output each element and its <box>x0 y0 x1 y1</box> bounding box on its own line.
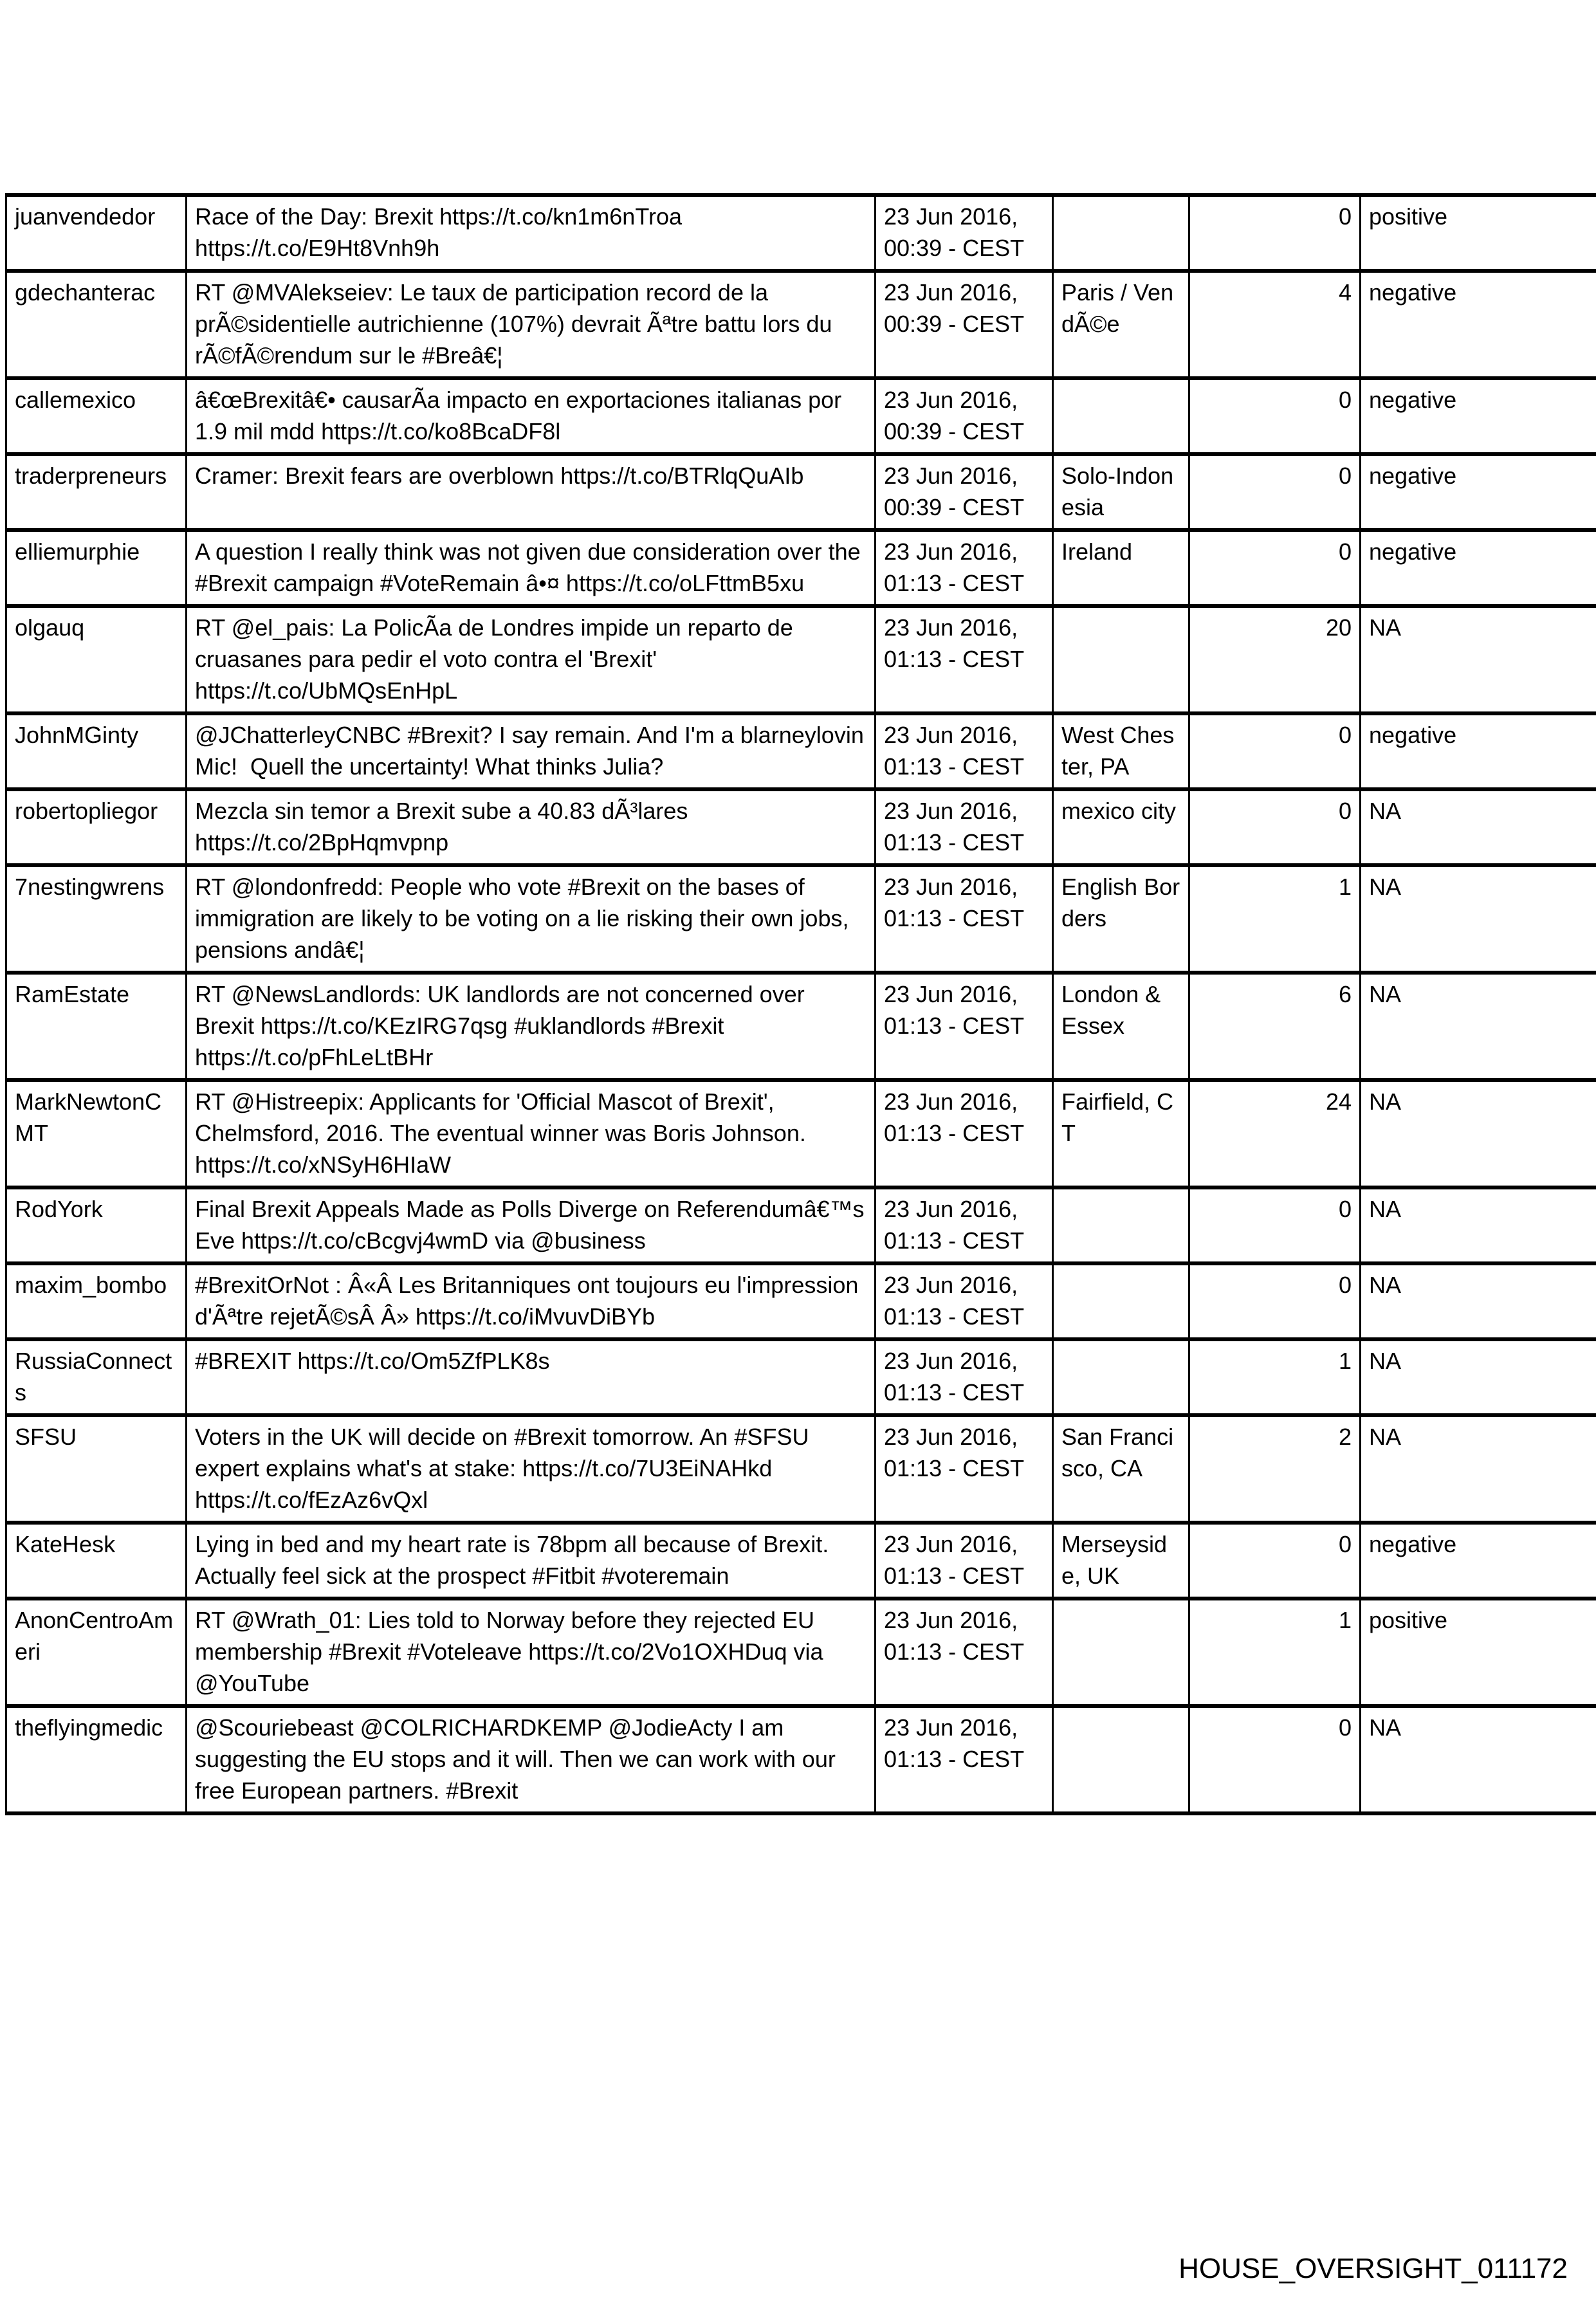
cell-location <box>1053 1706 1189 1813</box>
cell-sentiment: NA <box>1361 1706 1596 1813</box>
cell-datetime: 23 Jun 2016, 00:39 - CEST <box>876 271 1053 378</box>
cell-username: MarkNewtonCMT <box>6 1080 187 1187</box>
table-row <box>6 454 1596 530</box>
cell-tweet: @JChatterleyCNBC #Brexit? I say remain. And I'm a blarneylovin Mic! Quell the uncertainty! What thinks Julia? <box>187 713 876 789</box>
cell-tweet: Cramer: Brexit fears are overblown https://t.co/BTRlqQuAIb <box>187 454 876 530</box>
cell-sentiment: negative <box>1361 378 1596 454</box>
cell-retweet-count: 0 <box>1189 1263 1361 1339</box>
cell-location: West Chester, PA <box>1053 713 1189 789</box>
table-row <box>6 1263 1596 1339</box>
cell-sentiment: NA <box>1361 1263 1596 1339</box>
cell-username: 7nestingwrens <box>6 865 187 973</box>
table-row <box>6 1599 1596 1706</box>
cell-datetime: 23 Jun 2016, 01:13 - CEST <box>876 713 1053 789</box>
table-row <box>6 1706 1596 1813</box>
cell-datetime: 23 Jun 2016, 01:13 - CEST <box>876 1187 1053 1263</box>
cell-retweet-count: 0 <box>1189 454 1361 530</box>
table-row <box>6 789 1596 865</box>
cell-location: Paris / VendÃ©e <box>1053 271 1189 378</box>
cell-username: robertopliegor <box>6 789 187 865</box>
cell-tweet: #BrexitOrNot : Â«Â Les Britanniques ont toujours eu l'impression d'Ãªtre rejetÃ©sÂ Â» https://t.co/iMvuvDiBYb <box>187 1263 876 1339</box>
table-row <box>6 1339 1596 1415</box>
cell-retweet-count: 1 <box>1189 865 1361 973</box>
table-row <box>6 271 1596 378</box>
cell-sentiment: negative <box>1361 530 1596 606</box>
cell-retweet-count: 0 <box>1189 1706 1361 1813</box>
cell-location <box>1053 378 1189 454</box>
cell-username: JohnMGinty <box>6 713 187 789</box>
cell-location: Fairfield, CT <box>1053 1080 1189 1187</box>
cell-tweet: Race of the Day: Brexit https://t.co/kn1m6nTroa https://t.co/E9Ht8Vnh9h <box>187 195 876 271</box>
table-row <box>6 378 1596 454</box>
cell-tweet: Final Brexit Appeals Made as Polls Diverge on Referendumâ€™s Eve https://t.co/cBcgvj4wmD via @business <box>187 1187 876 1263</box>
tweet-table-body <box>6 195 1596 1813</box>
cell-retweet-count: 0 <box>1189 378 1361 454</box>
cell-location: English Borders <box>1053 865 1189 973</box>
cell-datetime: 23 Jun 2016, 01:13 - CEST <box>876 789 1053 865</box>
cell-username: callemexico <box>6 378 187 454</box>
cell-datetime: 23 Jun 2016, 01:13 - CEST <box>876 1080 1053 1187</box>
cell-retweet-count: 1 <box>1189 1339 1361 1415</box>
cell-tweet: RT @MVAlekseiev: Le taux de participation record de la prÃ©sidentielle autrichienne (107%) devrait Ãªtre battu lors du rÃ©fÃ©rendum sur le #Breâ€¦ <box>187 271 876 378</box>
cell-location <box>1053 195 1189 271</box>
cell-location: mexico city <box>1053 789 1189 865</box>
cell-location: London & Essex <box>1053 973 1189 1080</box>
cell-username: RussiaConnects <box>6 1339 187 1415</box>
cell-sentiment: NA <box>1361 973 1596 1080</box>
cell-datetime: 23 Jun 2016, 01:13 - CEST <box>876 865 1053 973</box>
cell-sentiment: positive <box>1361 1599 1596 1706</box>
table-row <box>6 1187 1596 1263</box>
table-row <box>6 865 1596 973</box>
cell-sentiment: negative <box>1361 454 1596 530</box>
cell-datetime: 23 Jun 2016, 01:13 - CEST <box>876 1263 1053 1339</box>
cell-retweet-count: 4 <box>1189 271 1361 378</box>
cell-datetime: 23 Jun 2016, 01:13 - CEST <box>876 1523 1053 1599</box>
cell-datetime: 23 Jun 2016, 00:39 - CEST <box>876 454 1053 530</box>
cell-sentiment: NA <box>1361 1080 1596 1187</box>
cell-sentiment: NA <box>1361 1187 1596 1263</box>
cell-tweet: RT @londonfredd: People who vote #Brexit on the bases of immigration are likely to be voting on a lie risking their own jobs, pensions andâ€¦ <box>187 865 876 973</box>
tweet-table-container <box>5 193 1596 1815</box>
cell-location: Solo-Indonesia <box>1053 454 1189 530</box>
cell-datetime: 23 Jun 2016, 01:13 - CEST <box>876 1339 1053 1415</box>
table-row <box>6 530 1596 606</box>
table-row <box>6 1523 1596 1599</box>
cell-username: juanvendedor <box>6 195 187 271</box>
cell-retweet-count: 0 <box>1189 1187 1361 1263</box>
cell-datetime: 23 Jun 2016, 01:13 - CEST <box>876 1706 1053 1813</box>
table-row <box>6 713 1596 789</box>
cell-retweet-count: 0 <box>1189 713 1361 789</box>
cell-username: AnonCentroAmeri <box>6 1599 187 1706</box>
cell-tweet: #BREXIT https://t.co/Om5ZfPLK8s <box>187 1339 876 1415</box>
cell-username: maxim_bombo <box>6 1263 187 1339</box>
cell-location <box>1053 1187 1189 1263</box>
cell-sentiment: NA <box>1361 1415 1596 1523</box>
cell-retweet-count: 1 <box>1189 1599 1361 1706</box>
cell-tweet: RT @NewsLandlords: UK landlords are not concerned over Brexit https://t.co/KEzIRG7qsg #uklandlords #Brexit https://t.co/pFhLeLtBHr <box>187 973 876 1080</box>
cell-tweet: â€œBrexitâ€• causarÃa impacto en exportaciones italianas por 1.9 mil mdd https://t.co/ko8BcaDF8l <box>187 378 876 454</box>
cell-sentiment: negative <box>1361 1523 1596 1599</box>
cell-retweet-count: 6 <box>1189 973 1361 1080</box>
cell-retweet-count: 24 <box>1189 1080 1361 1187</box>
cell-retweet-count: 20 <box>1189 606 1361 713</box>
table-row <box>6 1080 1596 1187</box>
table-row <box>6 195 1596 271</box>
cell-retweet-count: 0 <box>1189 195 1361 271</box>
cell-sentiment: positive <box>1361 195 1596 271</box>
cell-datetime: 23 Jun 2016, 01:13 - CEST <box>876 530 1053 606</box>
cell-location <box>1053 1263 1189 1339</box>
cell-datetime: 23 Jun 2016, 01:13 - CEST <box>876 973 1053 1080</box>
cell-tweet: Voters in the UK will decide on #Brexit tomorrow. An #SFSU expert explains what's at stake: https://t.co/7U3EiNAHkd https://t.co/fEzAz6vQxl <box>187 1415 876 1523</box>
cell-datetime: 23 Jun 2016, 01:13 - CEST <box>876 606 1053 713</box>
cell-username: KateHesk <box>6 1523 187 1599</box>
cell-location: Merseyside, UK <box>1053 1523 1189 1599</box>
cell-username: traderpreneurs <box>6 454 187 530</box>
cell-tweet: RT @Histreepix: Applicants for 'Official Mascot of Brexit', Chelmsford, 2016. The eventual winner was Boris Johnson. https://t.co/xNSyH6HIaW <box>187 1080 876 1187</box>
cell-retweet-count: 0 <box>1189 530 1361 606</box>
document-id-label: HOUSE_OVERSIGHT_011172 <box>1179 2253 1568 2284</box>
cell-tweet: A question I really think was not given due consideration over the #Brexit campaign #VoteRemain â•¤ https://t.co/oLFttmB5xu <box>187 530 876 606</box>
cell-location <box>1053 1599 1189 1706</box>
cell-location: San Francisco, CA <box>1053 1415 1189 1523</box>
cell-sentiment: NA <box>1361 1339 1596 1415</box>
cell-username: theflyingmedic <box>6 1706 187 1813</box>
cell-location: Ireland <box>1053 530 1189 606</box>
cell-tweet: Lying in bed and my heart rate is 78bpm all because of Brexit. Actually feel sick at the prospect #Fitbit #voteremain <box>187 1523 876 1599</box>
cell-tweet: Mezcla sin temor a Brexit sube a 40.83 dÃ³lares https://t.co/2BpHqmvpnp <box>187 789 876 865</box>
cell-location <box>1053 1339 1189 1415</box>
table-row <box>6 606 1596 713</box>
cell-sentiment: negative <box>1361 713 1596 789</box>
cell-datetime: 23 Jun 2016, 00:39 - CEST <box>876 195 1053 271</box>
cell-sentiment: NA <box>1361 606 1596 713</box>
table-row <box>6 973 1596 1080</box>
tweet-table <box>5 193 1596 1815</box>
cell-sentiment: negative <box>1361 271 1596 378</box>
cell-datetime: 23 Jun 2016, 01:13 - CEST <box>876 1599 1053 1706</box>
cell-username: RodYork <box>6 1187 187 1263</box>
cell-sentiment: NA <box>1361 789 1596 865</box>
cell-datetime: 23 Jun 2016, 01:13 - CEST <box>876 1415 1053 1523</box>
cell-username: gdechanterac <box>6 271 187 378</box>
cell-retweet-count: 2 <box>1189 1415 1361 1523</box>
table-row <box>6 1415 1596 1523</box>
cell-username: olgauq <box>6 606 187 713</box>
cell-retweet-count: 0 <box>1189 789 1361 865</box>
cell-username: RamEstate <box>6 973 187 1080</box>
cell-location <box>1053 606 1189 713</box>
cell-tweet: RT @Wrath_01: Lies told to Norway before they rejected EU membership #Brexit #Voteleave https://t.co/2Vo1OXHDuq via @YouTube <box>187 1599 876 1706</box>
cell-username: elliemurphie <box>6 530 187 606</box>
cell-tweet: RT @el_pais: La PolicÃa de Londres impide un reparto de cruasanes para pedir el voto contra el 'Brexit' https://t.co/UbMQsEnHpL <box>187 606 876 713</box>
cell-sentiment: NA <box>1361 865 1596 973</box>
cell-retweet-count: 0 <box>1189 1523 1361 1599</box>
cell-username: SFSU <box>6 1415 187 1523</box>
cell-tweet: @Scouriebeast @COLRICHARDKEMP @JodieActy I am suggesting the EU stops and it will. Then we can work with our free European partners. #Brexit <box>187 1706 876 1813</box>
cell-datetime: 23 Jun 2016, 00:39 - CEST <box>876 378 1053 454</box>
